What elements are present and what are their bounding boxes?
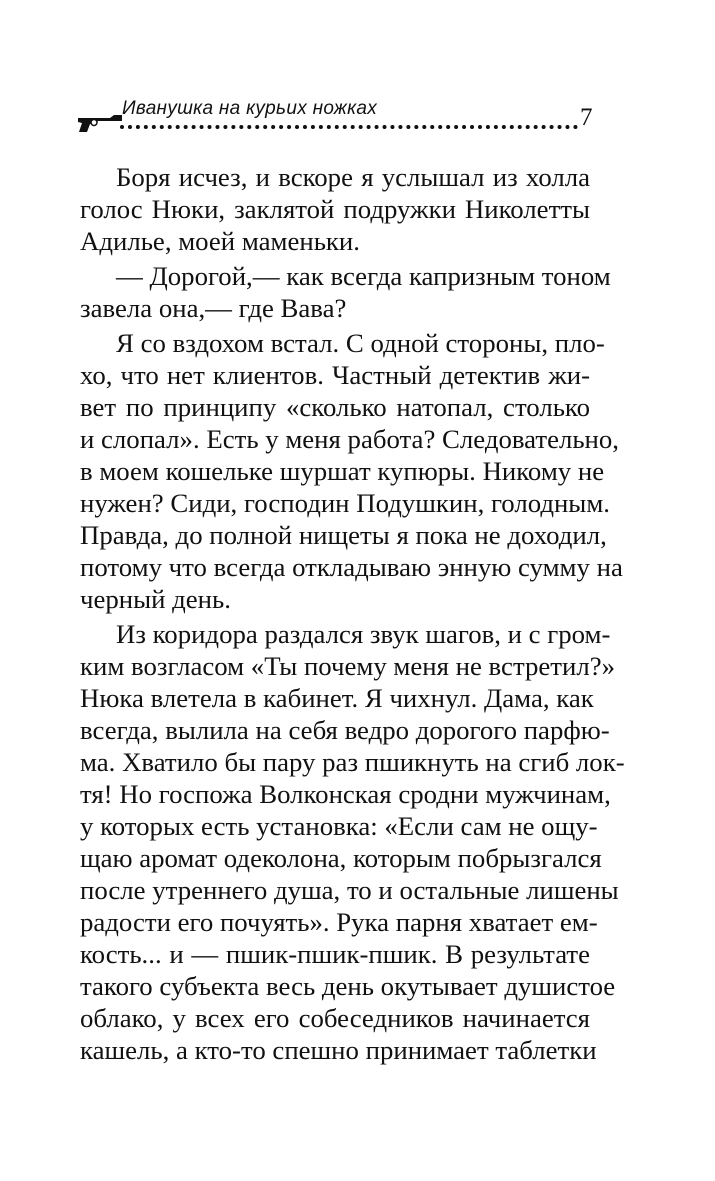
- text-line: хо, что нет клиентов. Частный детектив жи-: [80, 360, 590, 390]
- text-line: Я со вздохом встал. С одной стороны, пло-: [116, 328, 605, 358]
- text-line: Нюка влетела в кабинет. Я чихнул. Дама, как: [80, 683, 594, 713]
- text-line: завела она,— где Вава?: [80, 293, 347, 323]
- text-line: после утреннего душа, то и остальные лишены: [80, 875, 619, 905]
- running-header: [76, 98, 596, 142]
- text-line: Боря исчез, и вскоре я услышал из холла: [116, 162, 590, 192]
- text-line: — Дорогой,— как всегда капризным тоном: [116, 261, 611, 291]
- text-line: ма. Хватило бы пару раз пшикнуть на сгиб лок-: [80, 747, 625, 777]
- text-line: и слопал». Есть у меня работа? Следовательно,: [80, 424, 619, 454]
- paragraph: [80, 161, 590, 257]
- paragraph: [80, 327, 623, 615]
- text-line: тя! Но госпожа Волконская сродни мужчинам,: [80, 779, 611, 809]
- text-line: Адилье, моей маменьки.: [80, 226, 360, 256]
- text-line: облако, у всех его собеседников начинается: [80, 1003, 590, 1033]
- body-text: [80, 161, 625, 1069]
- text-line: Из коридора раздался звук шагов, и с гром-: [116, 619, 611, 649]
- paragraph: [80, 618, 625, 1066]
- text-line: кость... и — пшик-пшик-пшик. В результате: [80, 939, 590, 969]
- page-number: 7: [580, 104, 593, 131]
- text-line: ким возгласом «Ты почему меня не встретил?»: [80, 651, 615, 681]
- text-line: всегда, вылила на себя ведро дорогого парфю-: [80, 715, 610, 745]
- text-line: голос Нюки, заклятой подружки Николетты: [80, 194, 590, 224]
- revolver-icon: [76, 112, 124, 134]
- text-line: Правда, до полной нищеты я пока не доходил,: [80, 520, 607, 550]
- text-line: потому что всегда откладываю энную сумму на: [80, 552, 623, 582]
- dot-leader: [120, 125, 578, 129]
- text-line: у которых есть установка: «Если сам не ощу-: [80, 811, 598, 841]
- paragraph: [80, 260, 611, 324]
- text-line: такого субъекта весь день окутывает душистое: [80, 971, 616, 1001]
- text-line: щаю аромат одеколона, которым побрызгался: [80, 843, 602, 873]
- text-line: вет по принципу «сколько натопал, столько: [80, 392, 590, 422]
- text-line: нужен? Сиди, господин Подушкин, голодным.: [80, 488, 610, 518]
- text-line: в моем кошельке шуршат купюры. Никому не: [80, 456, 605, 486]
- text-line: черный день.: [80, 584, 231, 614]
- text-line: радости его почуять». Рука парня хватает ем-: [80, 907, 598, 937]
- running-title: Иванушка на курьих ножках: [122, 98, 378, 119]
- text-line: кашель, а кто-то спешно принимает таблетки: [80, 1035, 597, 1065]
